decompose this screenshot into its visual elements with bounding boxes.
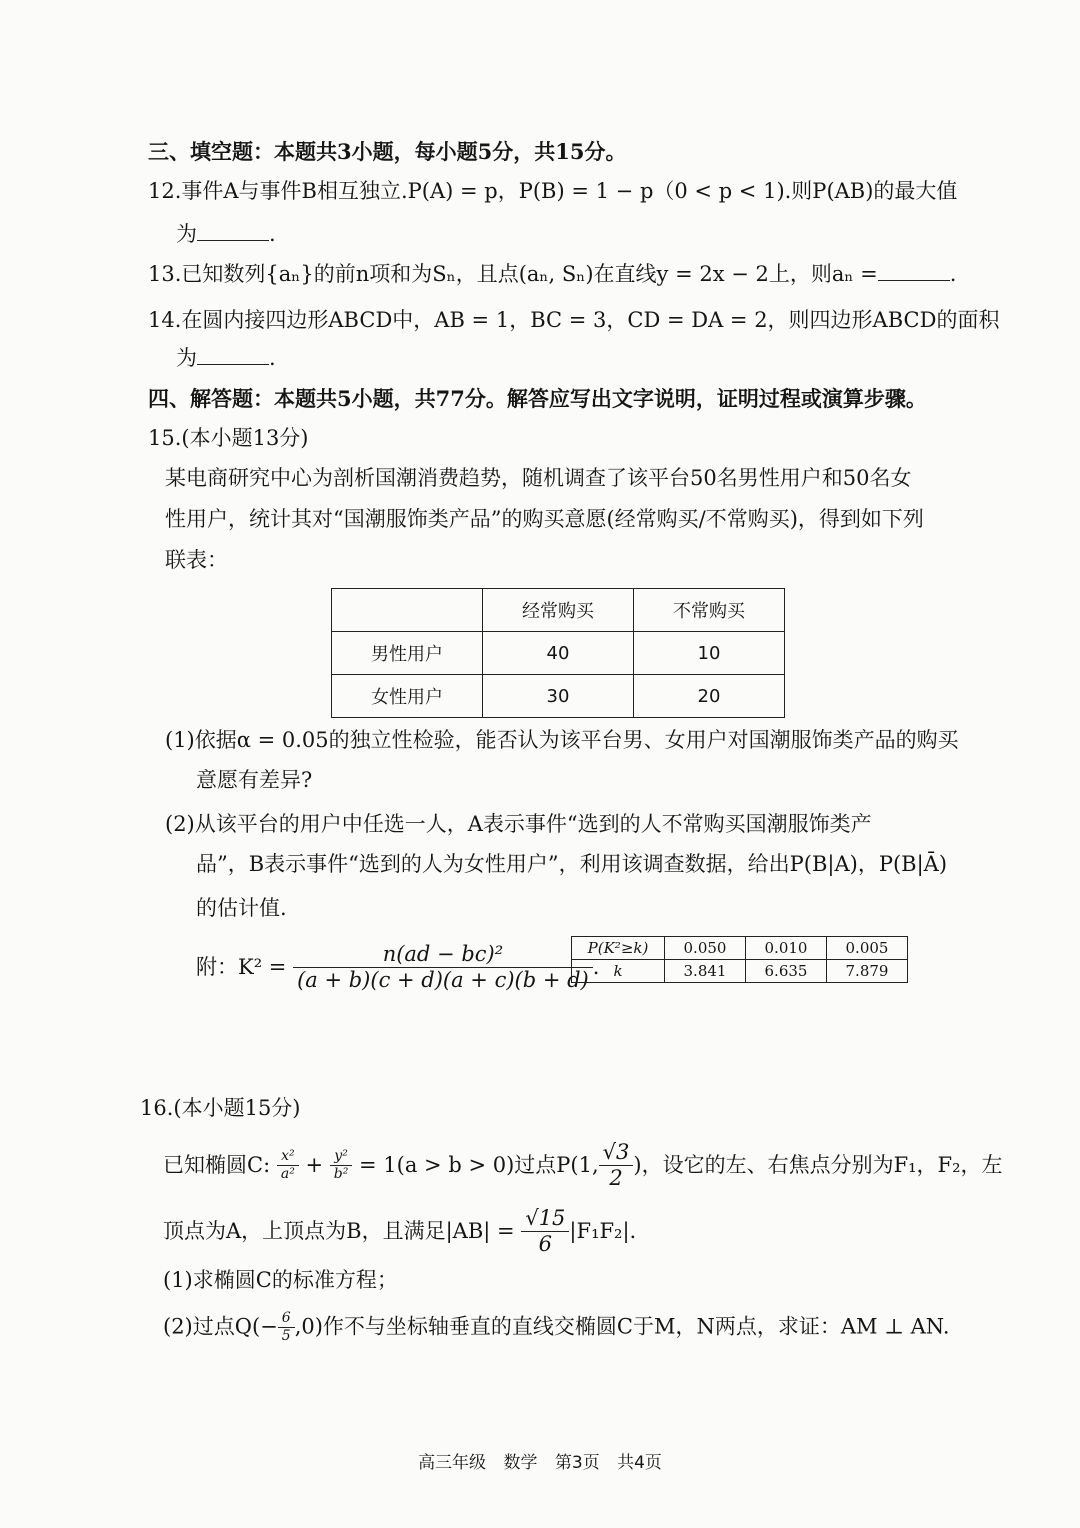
table-row xyxy=(572,960,908,983)
formula-denominator: (a + b)(c + d)(a + c)(b + d) xyxy=(297,968,589,993)
table-row xyxy=(572,937,908,960)
y-over-b-fraction xyxy=(330,1148,353,1183)
table-row xyxy=(332,632,785,675)
frac-den: a² xyxy=(280,1166,295,1183)
q16-line1-a: 已知椭圆C: xyxy=(163,1153,271,1178)
q16-line1-c: )，设它的左、右焦点分别为F₁，F₂，左 xyxy=(633,1153,1003,1178)
table-cell: 经常购买 xyxy=(483,589,634,632)
table-cell: k xyxy=(572,960,665,983)
q16-line2 xyxy=(163,1206,636,1257)
q12-answer-blank[interactable] xyxy=(197,222,269,241)
table-cell xyxy=(332,589,483,632)
q16-line2-b: |F₁F₂|. xyxy=(569,1219,637,1244)
sqrt15-over-6-fraction xyxy=(521,1206,569,1257)
table-cell: P(K²≥k) xyxy=(572,937,665,960)
table-cell: 30 xyxy=(483,675,634,718)
frac-num: √15 xyxy=(521,1206,569,1232)
q15-part2-line1: (2)从该平台的用户中任选一人，A表示事件“选到的人不常购买国潮服饰类产 xyxy=(165,812,872,836)
table-header-row xyxy=(332,589,785,632)
q14-text: 14.在圆内接四边形ABCD中，AB = 1，BC = 3，CD = DA = 2，则四边形ABCD的面积 xyxy=(148,308,1000,332)
appendix-label: 附：K² = xyxy=(196,955,287,980)
formula-numerator: n(ad − bc)² xyxy=(293,942,593,968)
q15-intro-3: 联表： xyxy=(165,548,228,572)
critical-value-table xyxy=(571,936,908,983)
table-cell: 40 xyxy=(483,632,634,675)
table-cell: 0.050 xyxy=(665,937,746,960)
q13-text: 13.已知数列{aₙ}的前n项和为Sₙ，且点(aₙ, Sₙ)在直线y = 2x − 2上，则aₙ = xyxy=(148,262,878,286)
footer-subject: 数学 xyxy=(503,1453,538,1473)
q15-part2-line3: 的估计值. xyxy=(196,896,287,920)
x-over-a-fraction xyxy=(277,1148,299,1183)
table-cell: 0.005 xyxy=(827,937,908,960)
q14-answer-line xyxy=(176,346,276,371)
q15-appendix xyxy=(196,942,599,993)
footer-grade: 高三年级 xyxy=(418,1453,487,1473)
q15-title: 15.(本小题13分) xyxy=(148,426,309,450)
q16-part2 xyxy=(163,1310,950,1345)
section3-header: 三、填空题：本题共3小题，每小题5分，共15分。 xyxy=(148,139,627,164)
q12-answer-line xyxy=(176,222,276,247)
frac-den: b² xyxy=(333,1166,349,1183)
q16-part1: (1)求椭圆C的标准方程； xyxy=(163,1268,398,1292)
frac-den: 6 xyxy=(538,1232,553,1257)
q12-text: 12.事件A与事件B相互独立.P(A) = p，P(B) = 1 − p（0 < p < 1).则P(AB)的最大值 xyxy=(148,179,958,203)
table-cell: 10 xyxy=(634,632,785,675)
table-cell: 7.879 xyxy=(827,960,908,983)
q15-part1-line1: (1)依据α = 0.05的独立性检验，能否认为该平台男、女用户对国潮服饰类产品的购买 xyxy=(165,728,959,752)
q16-part2-a: (2)过点Q(− xyxy=(163,1314,278,1339)
q13-line xyxy=(148,262,956,287)
table-cell: 不常购买 xyxy=(634,589,785,632)
contingency-table xyxy=(331,588,785,718)
footer-page: 第3页 xyxy=(554,1453,600,1473)
q14-period: . xyxy=(269,346,276,370)
q16-line1: 已知椭圆C: $\frac{\text{x²}}{\text{a²}}$ + $\frac{\text{y²}}{\text{b²}}$ = 1(a > b > 0)过点P(1, $\frac{√3}{2}$ )，设它的左、右焦点分别为F₁，F₂，左 xyxy=(163,1140,1003,1191)
table-cell: 女性用户 xyxy=(332,675,483,718)
q16-part2-b: ,0)作不与坐标轴垂直的直线交椭圆C于M，N两点，求证：AM ⊥ AN. xyxy=(294,1314,950,1339)
q16-title: 16.(本小题15分) xyxy=(140,1096,301,1120)
q15-intro-2: 性用户，统计其对“国潮服饰类产品”的购买意愿(经常购买/不常购买)，得到如下列 xyxy=(165,507,924,531)
frac-num: x² xyxy=(277,1148,299,1166)
q15-part1-line2: 意愿有差异? xyxy=(196,768,313,792)
q12-wei: 为 xyxy=(176,222,197,246)
q15-part2-line2: 品”，B表示事件“选到的人为女性用户”，利用该调查数据，给出P(B|A)，P(B|Ā) xyxy=(196,852,948,876)
six-fifths-fraction xyxy=(278,1310,295,1345)
q15-intro-1: 某电商研究中心为剖析国潮消费趋势，随机调查了该平台50名男性用户和50名女 xyxy=(165,466,912,490)
frac-den: 2 xyxy=(609,1166,623,1191)
table-row xyxy=(332,675,785,718)
frac-num: y² xyxy=(330,1148,353,1166)
page-footer xyxy=(0,1448,1080,1473)
q16-line1-b: = 1(a > b > 0)过点P(1, xyxy=(359,1153,599,1178)
q13-answer-blank[interactable] xyxy=(878,262,950,281)
footer-total: 共4页 xyxy=(617,1453,662,1473)
q14-wei: 为 xyxy=(176,346,197,370)
table-cell: 男性用户 xyxy=(332,632,483,675)
sqrt3-over-2-fraction xyxy=(599,1140,634,1191)
frac-den: 5 xyxy=(281,1327,291,1344)
q12-period: . xyxy=(269,222,276,246)
formula-period: . xyxy=(592,955,600,980)
frac-num: √3 xyxy=(599,1140,634,1166)
q13-period: . xyxy=(949,262,957,286)
k-squared-formula xyxy=(293,942,593,993)
table-cell: 3.841 xyxy=(665,960,746,983)
table-cell: 6.635 xyxy=(746,960,827,983)
table-cell: 0.010 xyxy=(746,937,827,960)
table-cell: 20 xyxy=(634,675,785,718)
section4-header: 四、解答题：本题共5小题，共77分。解答应写出文字说明，证明过程或演算步骤。 xyxy=(148,386,927,411)
frac-num: 6 xyxy=(278,1310,295,1328)
q16-line2-a: 顶点为A，上顶点为B，且满足|AB| = xyxy=(163,1219,515,1244)
q14-answer-blank[interactable] xyxy=(197,346,269,365)
